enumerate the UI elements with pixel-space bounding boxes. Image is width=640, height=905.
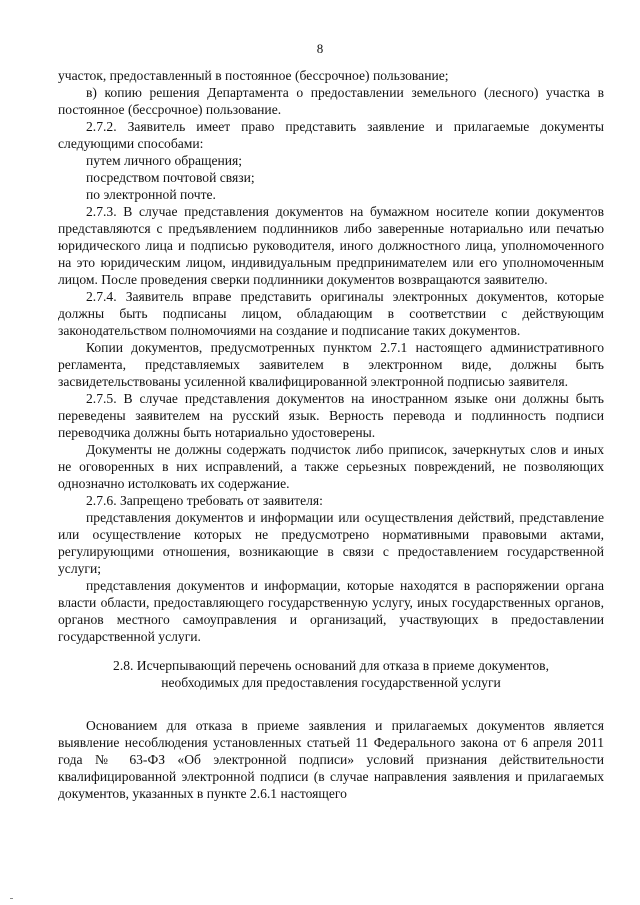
paragraph-copies: Копии документов, предусмотренных пунктом 2.7.1 настоящего административного регламента, представляемых заявителем в электронном виде, должны быть засвидетельствованы усиленной квалифицированной электронной подписью заявителя. — [58, 340, 604, 389]
paragraph-prohibited-1: представления документов и информации или осуществления действий, представление или осуществление которых не предусмотрено нормативными правовыми актами, регулирующими отношения, возникающие в связи с предоставлением государственной услуги; — [58, 510, 604, 576]
paragraph-2-7-5: 2.7.5. В случае представления документов на иностранном языке они должны быть переведены заявителем на русский язык. Верность перевода и подлинность подписи переводчика должны быть нотариально удостоверены. — [58, 391, 604, 440]
list-item-postal: посредством почтовой связи; — [86, 170, 255, 185]
paragraph-documents-requirements: Документы не должны содержать подчисток либо приписок, зачеркнутых слов и иных не оговоренных в них исправлений, а также серьезных повреждений, не позволяющих однозначно истолковать их содержание. — [58, 442, 604, 491]
page-number: 8 — [316, 41, 324, 56]
paragraph-continuation: участок, предоставленный в постоянное (бессрочное) пользование; — [58, 68, 449, 83]
document-body — [58, 67, 604, 802]
section-heading-line2: необходимых для предоставления государственной услуги — [161, 675, 501, 690]
paragraph-prohibited-2: представления документов и информации, которые находятся в распоряжении органа власти области, предоставляющего государственную услугу, иных государственных органов, органов местного самоуправления и организаций, участвующих в предоставлении государственной услуги. — [58, 578, 604, 644]
paragraph-2-7-3: 2.7.3. В случае представления документов на бумажном носителе копии документов представляются с предъявлением подлинников либо заверенные нотариально или печатью юридического лица и подписью руководителя, иного должностного лица, уполномоченного на это юридическим лицом, индивидуальным предпринимателем или его уполномоченным лицом. После проведения сверки подлинники документов возвращаются заявителю. — [58, 204, 604, 287]
spacer — [58, 691, 604, 717]
list-item-personal: путем личного обращения; — [86, 153, 243, 168]
paragraph-2-7-6: 2.7.6. Запрещено требовать от заявителя: — [86, 493, 323, 508]
paragraph-2-7-4: 2.7.4. Заявитель вправе представить оригиналы электронных документов, которые должны быть подписаны лицом, обладающим в соответствии с действующим законодательством полномочиями на создание и подписание таких документов. — [58, 289, 604, 338]
paragraph-item-v: в) копию решения Департамента о предоставлении земельного (лесного) участка в постоянное (бессрочное) пользование. — [58, 85, 604, 117]
section-heading-line1: 2.8. Исчерпывающий перечень оснований для отказа в приеме документов, — [113, 658, 549, 673]
list-item-email: по электронной почте. — [86, 187, 216, 202]
paragraph-refusal-grounds: Основанием для отказа в приеме заявления и прилагаемых документов является выявление несоблюдения установленных статьей 11 Федерального закона от 6 апреля 2011 года № 63-ФЗ «Об электронной подписи» условий признания действительности квалифицированной электронной подписи (в случае направления заявления и прилагаемых документов, указанных в пункте 2.6.1 настоящего — [58, 718, 604, 801]
paragraph-2-7-2: 2.7.2. Заявитель имеет право представить заявление и прилагаемые документы следующими способами: — [58, 119, 604, 151]
scan-mark — [10, 898, 13, 899]
section-heading-2-8 — [58, 657, 604, 691]
